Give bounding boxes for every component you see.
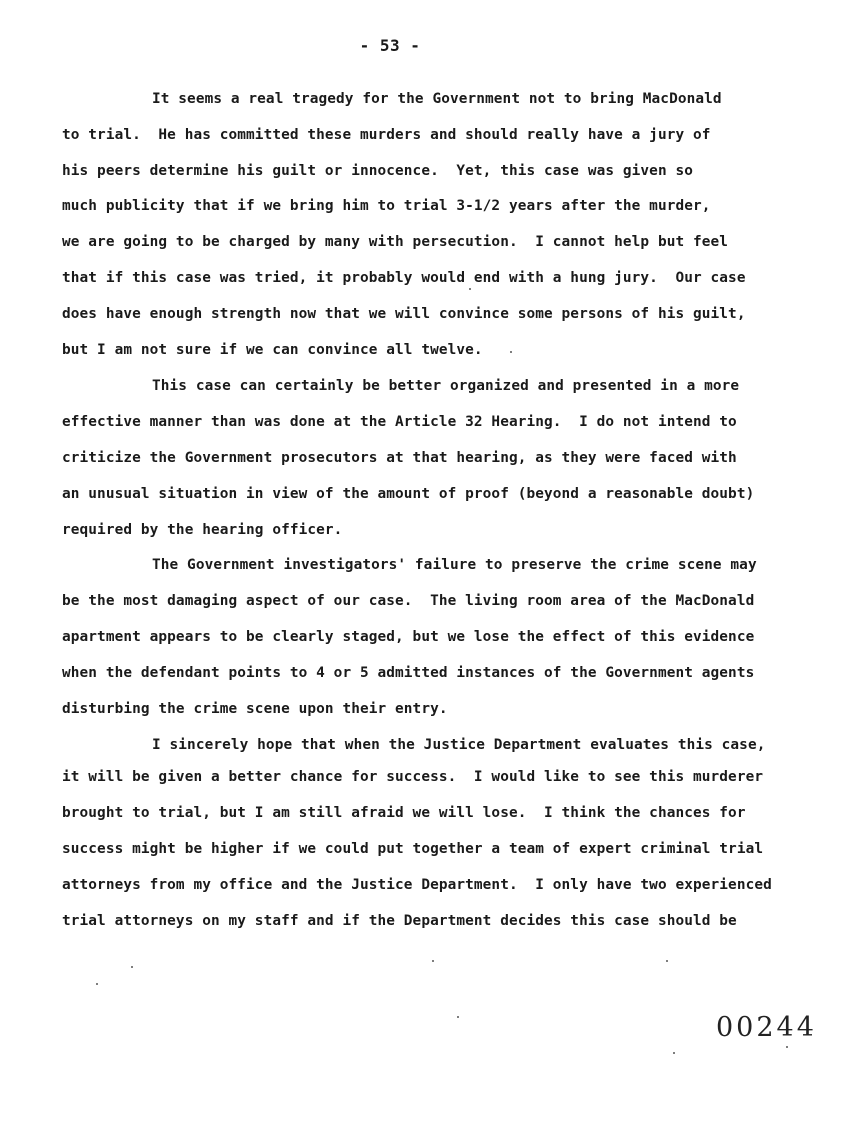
text-line: when the defendant points to 4 or 5 admitted instances of the Government agents — [62, 665, 755, 681]
text-line: The Government investigators' failure to preserve the crime scene may — [152, 557, 757, 573]
text-line: but I am not sure if we can convince all twelve. — [62, 342, 483, 358]
text-line: effective manner than was done at the Article 32 Hearing. I do not intend to — [62, 414, 737, 430]
scan-speck — [786, 1046, 788, 1048]
text-line: we are going to be charged by many with persecution. I cannot help but feel — [62, 234, 729, 250]
text-line: success might be higher if we could put together a team of expert criminal trial — [62, 841, 764, 857]
text-line: This case can certainly be better organized and presented in a more — [152, 378, 740, 394]
text-line: to trial. He has committed these murders and should really have a jury of — [62, 127, 711, 143]
scan-speck — [96, 983, 98, 985]
scan-speck — [432, 960, 434, 962]
scan-speck — [666, 960, 668, 962]
scan-speck — [510, 351, 512, 353]
text-line: does have enough strength now that we will convince some persons of his guilt, — [62, 306, 746, 322]
text-line: required by the hearing officer. — [62, 522, 343, 538]
scan-speck — [469, 288, 471, 290]
scan-speck — [673, 1052, 675, 1054]
text-line: It seems a real tragedy for the Government not to bring MacDonald — [152, 91, 722, 107]
text-line: attorneys from my office and the Justice Department. I only have two experienced — [62, 877, 772, 893]
text-line: be the most damaging aspect of our case. The living room area of the MacDonald — [62, 593, 755, 609]
text-line: his peers determine his guilt or innocence. Yet, this case was given so — [62, 163, 693, 179]
page-number: - 53 - — [359, 36, 421, 55]
scan-speck — [131, 966, 133, 968]
scan-speck — [457, 1016, 459, 1018]
text-line: disturbing the crime scene upon their entry. — [62, 701, 448, 717]
text-line: that if this case was tried, it probably would end with a hung jury. Our case — [62, 270, 746, 286]
bates-number: 00244 — [716, 1012, 817, 1043]
text-line: much publicity that if we bring him to trial 3-1/2 years after the murder, — [62, 198, 711, 214]
text-line: criticize the Government prosecutors at that hearing, as they were faced with — [62, 450, 737, 466]
text-line: trial attorneys on my staff and if the Department decides this case should be — [62, 913, 737, 929]
text-line: brought to trial, but I am still afraid we will lose. I think the chances for — [62, 805, 746, 821]
text-line: apartment appears to be clearly staged, but we lose the effect of this evidence — [62, 629, 755, 645]
text-line: it will be given a better chance for success. I would like to see this murderer — [62, 769, 764, 785]
text-line: an unusual situation in view of the amount of proof (beyond a reasonable doubt) — [62, 486, 755, 502]
text-line: I sincerely hope that when the Justice Department evaluates this case, — [152, 737, 766, 753]
